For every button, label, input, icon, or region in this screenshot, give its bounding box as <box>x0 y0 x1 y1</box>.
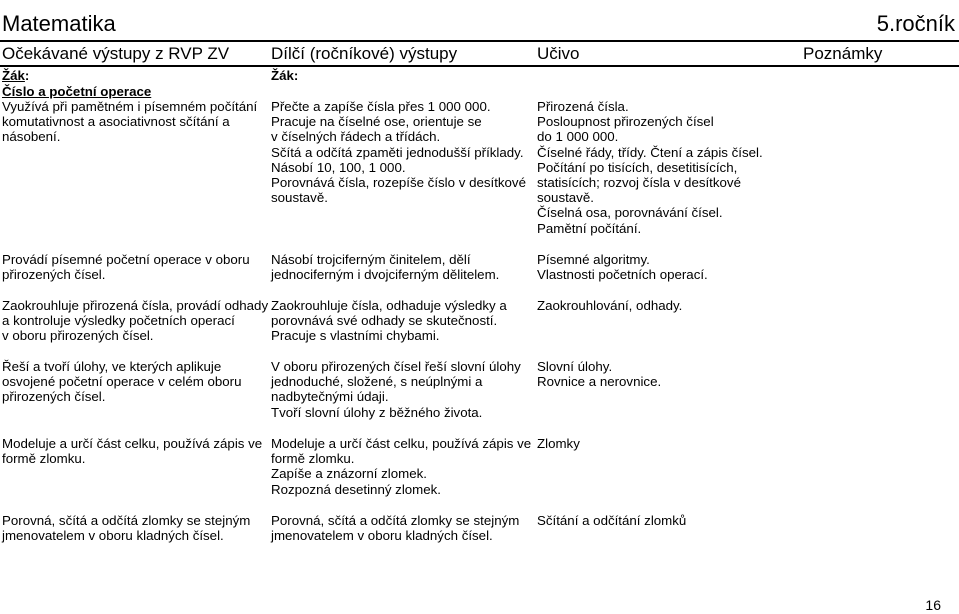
column-header-partial: Dílčí (ročníkové) výstupy <box>271 44 458 63</box>
row2-partial: Násobí trojciferným činitelem, dělí jednociferným i dvojciferným dělitelem. <box>271 252 500 283</box>
row2-expected: Provádí písemné početní operace v oboru přirozených čísel. <box>2 252 250 283</box>
row2-content: Písemné algoritmy. Vlastnosti početních operací. <box>537 252 708 283</box>
section-title: Číslo a početní operace <box>2 84 152 99</box>
header-divider <box>0 65 959 67</box>
row6-partial: Porovná, sčítá a odčítá zlomky se stejným jmenovatelem v oboru kladných čísel. <box>271 513 520 544</box>
pupil-label-partial: Žák: <box>271 68 299 83</box>
row4-content: Slovní úlohy. Rovnice a nerovnice. <box>537 359 662 390</box>
row6-expected: Porovná, sčítá a odčítá zlomky se stejným jmenovatelem v oboru kladných čísel. <box>2 513 251 544</box>
row1-partial: Přečte a zapíše čísla přes 1 000 000. Pracuje na číselné ose, orientuje se v číselných řádech a třídách. Sčítá a odčítá zpaměti jednodušší příklady. Násobí 10, 100, 1 000. Porovnává čísla, rozepíše číslo v desítkové soustavě. <box>271 99 526 206</box>
grade-title: 5.ročník <box>876 11 955 36</box>
subject-title: Matematika <box>2 11 116 36</box>
page-number: 16 <box>925 597 941 613</box>
row4-partial: V oboru přirozených čísel řeší slovní úlohy jednoduché, složené, s neúplnými a nadbytečnými údaji. Tvoří slovní úlohy z běžného života. <box>271 359 521 420</box>
row1-expected: Využívá při pamětném i písemném počítání komutativnost a asociativnost sčítání a násobení. <box>2 99 258 145</box>
row4-expected: Řeší a tvoří úlohy, ve kterých aplikuje osvojené početní operace v celém oboru přirozených čísel. <box>2 359 242 405</box>
row1-content: Přirozená čísla. Posloupnost přirozených čísel do 1 000 000. Číselné řády, třídy. Čtení a zápis čísel. Počítání po tisících, desetitisících, statisících; rozvoj čísla v desítkové soustavě. Číselná osa, porovnávání čísel. Pamětní počítání. <box>537 99 763 236</box>
column-header-content: Učivo <box>537 44 580 63</box>
column-header-notes: Poznámky <box>803 44 883 63</box>
row3-partial: Zaokrouhluje čísla, odhaduje výsledky a porovnává své odhady se skutečností. Pracuje s vlastními chybami. <box>271 298 507 344</box>
pupil-label-expected <box>2 68 29 83</box>
row5-expected: Modeluje a určí část celku, používá zápis ve formě zlomku. <box>2 436 263 467</box>
row3-expected: Zaokrouhluje přirozená čísla, provádí odhady a kontroluje výsledky početních operací v oboru přirozených čísel. <box>2 298 269 344</box>
row5-partial: Modeluje a určí část celku, používá zápis ve formě zlomku. Zapíše a znázorní zlomek. Rozpozná desetinný zlomek. <box>271 436 532 497</box>
pupil-label-text: Žák <box>2 68 25 83</box>
pupil-label-colon: : <box>24 68 30 83</box>
title-divider <box>0 40 959 42</box>
row6-content: Sčítání a odčítání zlomků <box>537 513 687 528</box>
row5-content: Zlomky <box>537 436 580 451</box>
column-header-expected: Očekávané výstupy z RVP ZV <box>2 44 230 63</box>
row3-content: Zaokrouhlování, odhady. <box>537 298 683 313</box>
